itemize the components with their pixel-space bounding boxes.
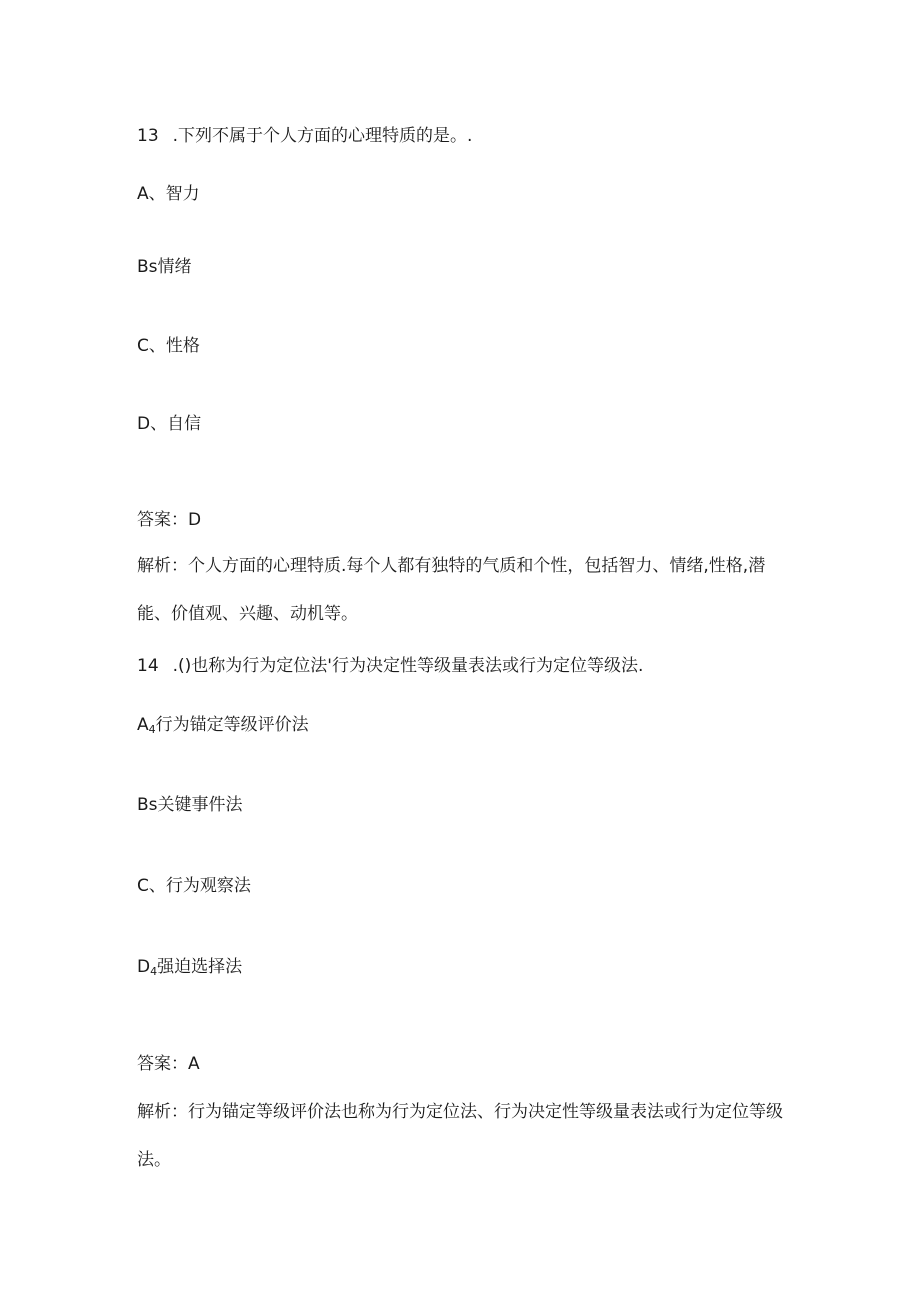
question-14-option-a xyxy=(137,713,309,742)
option-text: 强迫选择法 xyxy=(157,957,243,977)
question-number: 14 xyxy=(137,656,159,676)
question-13-analysis: 解析：个人方面的心理特质.每个人都有独特的气质和个性，包括智力、情绪,性格,潜能、价值观、兴趣、动机等。 xyxy=(137,556,766,624)
option-letter: C、 xyxy=(137,876,166,896)
question-14-answer: 答案：A xyxy=(137,1054,200,1074)
option-letter: A、 xyxy=(137,184,166,204)
option-letter-subscript: 4 xyxy=(150,965,158,978)
question-13-option-b xyxy=(137,255,192,279)
question-text: .()也称为行为定位法'行为决定性等级量表法或行为定位等级法. xyxy=(172,656,644,676)
option-letter: D xyxy=(137,957,151,977)
question-14-analysis: 解析：行为锚定等级评价法也称为行为定位法、行为决定性等级量表法或行为定位等级法。 xyxy=(137,1102,783,1170)
question-13-stem xyxy=(137,124,472,148)
question-13-answer: 答案：D xyxy=(137,510,202,530)
option-letter: Bs xyxy=(137,257,158,277)
question-text: .下列不属于个人方面的心理特质的是。. xyxy=(172,126,473,146)
question-14-option-c xyxy=(137,874,251,898)
option-text: 关键事件法 xyxy=(157,795,243,815)
question-14-option-d xyxy=(137,955,242,984)
question-number: 13 xyxy=(137,126,159,146)
option-letter: A xyxy=(137,715,149,735)
option-letter: D、 xyxy=(137,414,168,434)
question-14-stem xyxy=(137,654,643,678)
option-text: 行为观察法 xyxy=(165,876,251,896)
option-text: 行为锚定等级评价法 xyxy=(155,715,309,735)
question-13-option-d xyxy=(137,412,201,436)
option-letter: Bs xyxy=(137,795,158,815)
option-text: 性格 xyxy=(165,336,200,356)
option-letter-subscript: 4 xyxy=(148,723,156,736)
option-text: 情绪 xyxy=(157,257,192,277)
question-13-option-c xyxy=(137,334,200,358)
option-text: 自信 xyxy=(167,414,202,434)
option-letter: C、 xyxy=(137,336,166,356)
question-14-option-b xyxy=(137,793,243,817)
option-text: 智力 xyxy=(165,184,200,204)
question-13-option-a xyxy=(137,182,200,206)
